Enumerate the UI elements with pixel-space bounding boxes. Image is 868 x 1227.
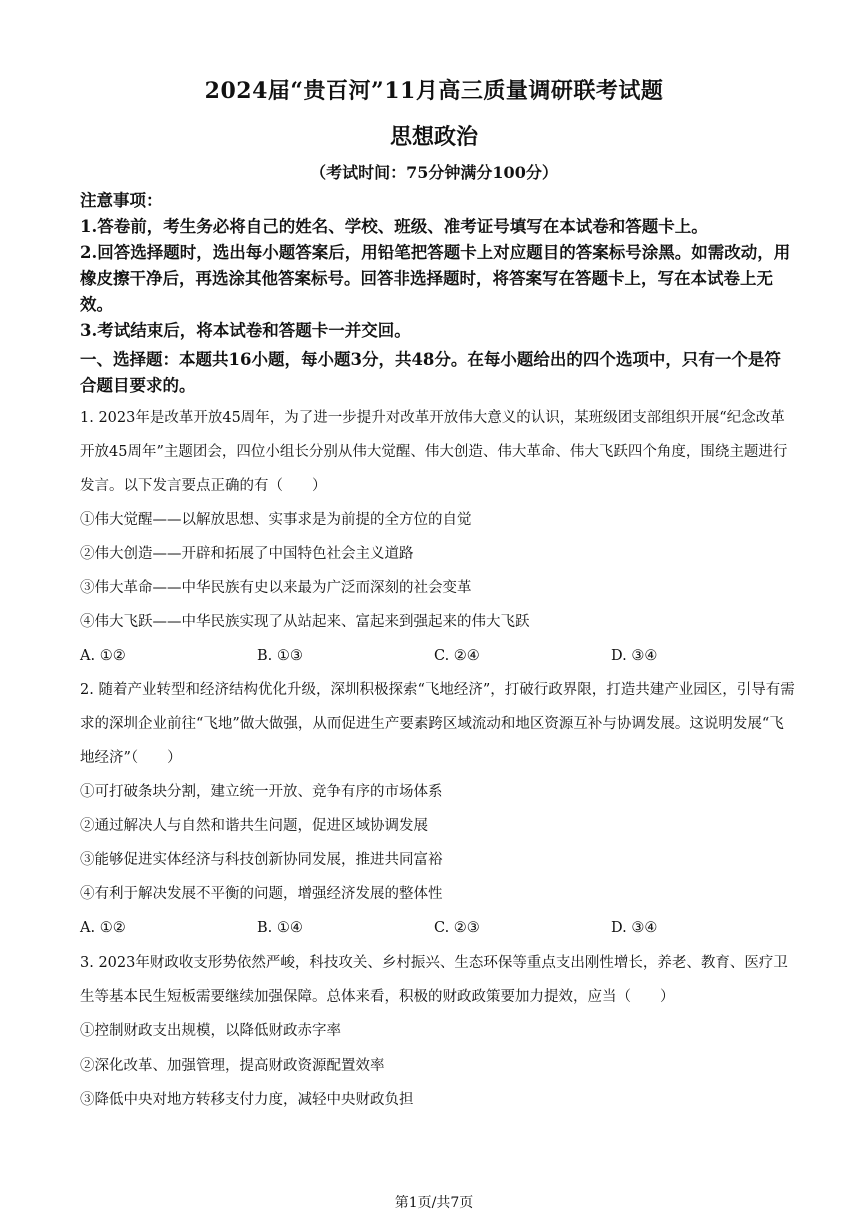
question-1-option: ④伟大飞跃——中华民族实现了从站起来、富起来到强起来的伟大飞跃 (80, 614, 530, 630)
notes-item: 3.考试结束后，将本试卷和答题卡一并交回。 (80, 321, 411, 340)
question-1-option: ③伟大革命——中华民族有史以来最为广泛而深刻的社会变革 (80, 580, 472, 596)
choice-a: A. ①② (80, 920, 126, 936)
choice-b: B. ①③ (257, 648, 303, 664)
exam-title: 2024届“贵百河”11月高三质量调研联考试题 (204, 78, 664, 104)
choice-c: C. ②④ (434, 648, 480, 664)
question-2-stem: 2. 随着产业转型和经济结构优化升级，深圳积极探索“飞地经济”，打破行政界限，打造共建产业园区，引导有需求的深圳企业前往“飞地”做大做强，从而促进生产要素跨区域流动和地区资源互补与协调发展。这说明发展“飞地经济”（ ） (80, 682, 795, 766)
question-2-choices (80, 911, 795, 945)
question-1-stem: 1. 2023年是改革开放45周年，为了进一步提升对改革开放伟大意义的认识，某班级团支部组织开展“纪念改革开放45周年”主题团会，四位小组长分别从伟大觉醒、伟大创造、伟大革命、伟大飞跃四个角度，围绕主题进行发言。以下发言要点正确的有（ ） (80, 410, 788, 494)
question-2-option: ③能够促进实体经济与科技创新协同发展，推进共同富裕 (80, 852, 443, 868)
page-number: 第1页/共7页 (394, 1195, 474, 1211)
question-3-option: ②深化改革、加强管理，提高财政资源配置效率 (80, 1058, 385, 1074)
question-1-choices (80, 639, 795, 673)
question-3-option: ①控制财政支出规模，以降低财政赤字率 (80, 1023, 341, 1039)
question-2-option: ①可打破条块分割，建立统一开放、竞争有序的市场体系 (80, 784, 443, 800)
notes-item: 2.回答选择题时，选出每小题答案后，用铅笔把答题卡上对应题目的答案标号涂黑。如需改动，用橡皮擦干净后，再选涂其他答案标号。回答非选择题时，将答案写在答题卡上，写在本试卷上无效。 (80, 243, 791, 314)
choice-b: B. ①④ (257, 920, 303, 936)
notes-item: 1.答卷前，考生务必将自己的姓名、学校、班级、准考证号填写在本试卷和答题卡上。 (80, 217, 708, 236)
choice-d: D. ③④ (611, 920, 658, 936)
subject-heading: 思想政治 (389, 124, 478, 150)
question-2-option: ②通过解决人与自然和谐共生问题，促进区域协调发展 (80, 818, 428, 834)
question-2-option: ④有利于解决发展不平衡的问题，增强经济发展的整体性 (80, 886, 443, 902)
choice-a: A. ①② (80, 648, 126, 664)
exam-time: （考试时间：75分钟满分100分） (310, 163, 558, 182)
notes-heading: 注意事项： (80, 191, 163, 210)
question-1-option: ①伟大觉醒——以解放思想、实事求是为前提的全方位的自觉 (80, 512, 472, 528)
question-3-option: ③降低中央对地方转移支付力度，减轻中央财政负担 (80, 1092, 414, 1108)
notes-block (80, 188, 795, 344)
choice-d: D. ③④ (611, 648, 658, 664)
question-3-stem: 3. 2023年财政收支形势依然严峻，科技攻关、乡村振兴、生态环保等重点支出刚性增长，养老、教育、医疗卫生等基本民生短板需要继续加强保障。总体来看，积极的财政政策要加力提效，应当（ ） (80, 955, 788, 1005)
section-heading: 一、选择题：本题共16小题，每小题3分，共48分。在每小题给出的四个选项中，只有一个是符合题目要求的。 (80, 350, 781, 395)
question-1-option: ②伟大创造——开辟和拓展了中国特色社会主义道路 (80, 546, 414, 562)
choice-c: C. ②③ (434, 920, 480, 936)
